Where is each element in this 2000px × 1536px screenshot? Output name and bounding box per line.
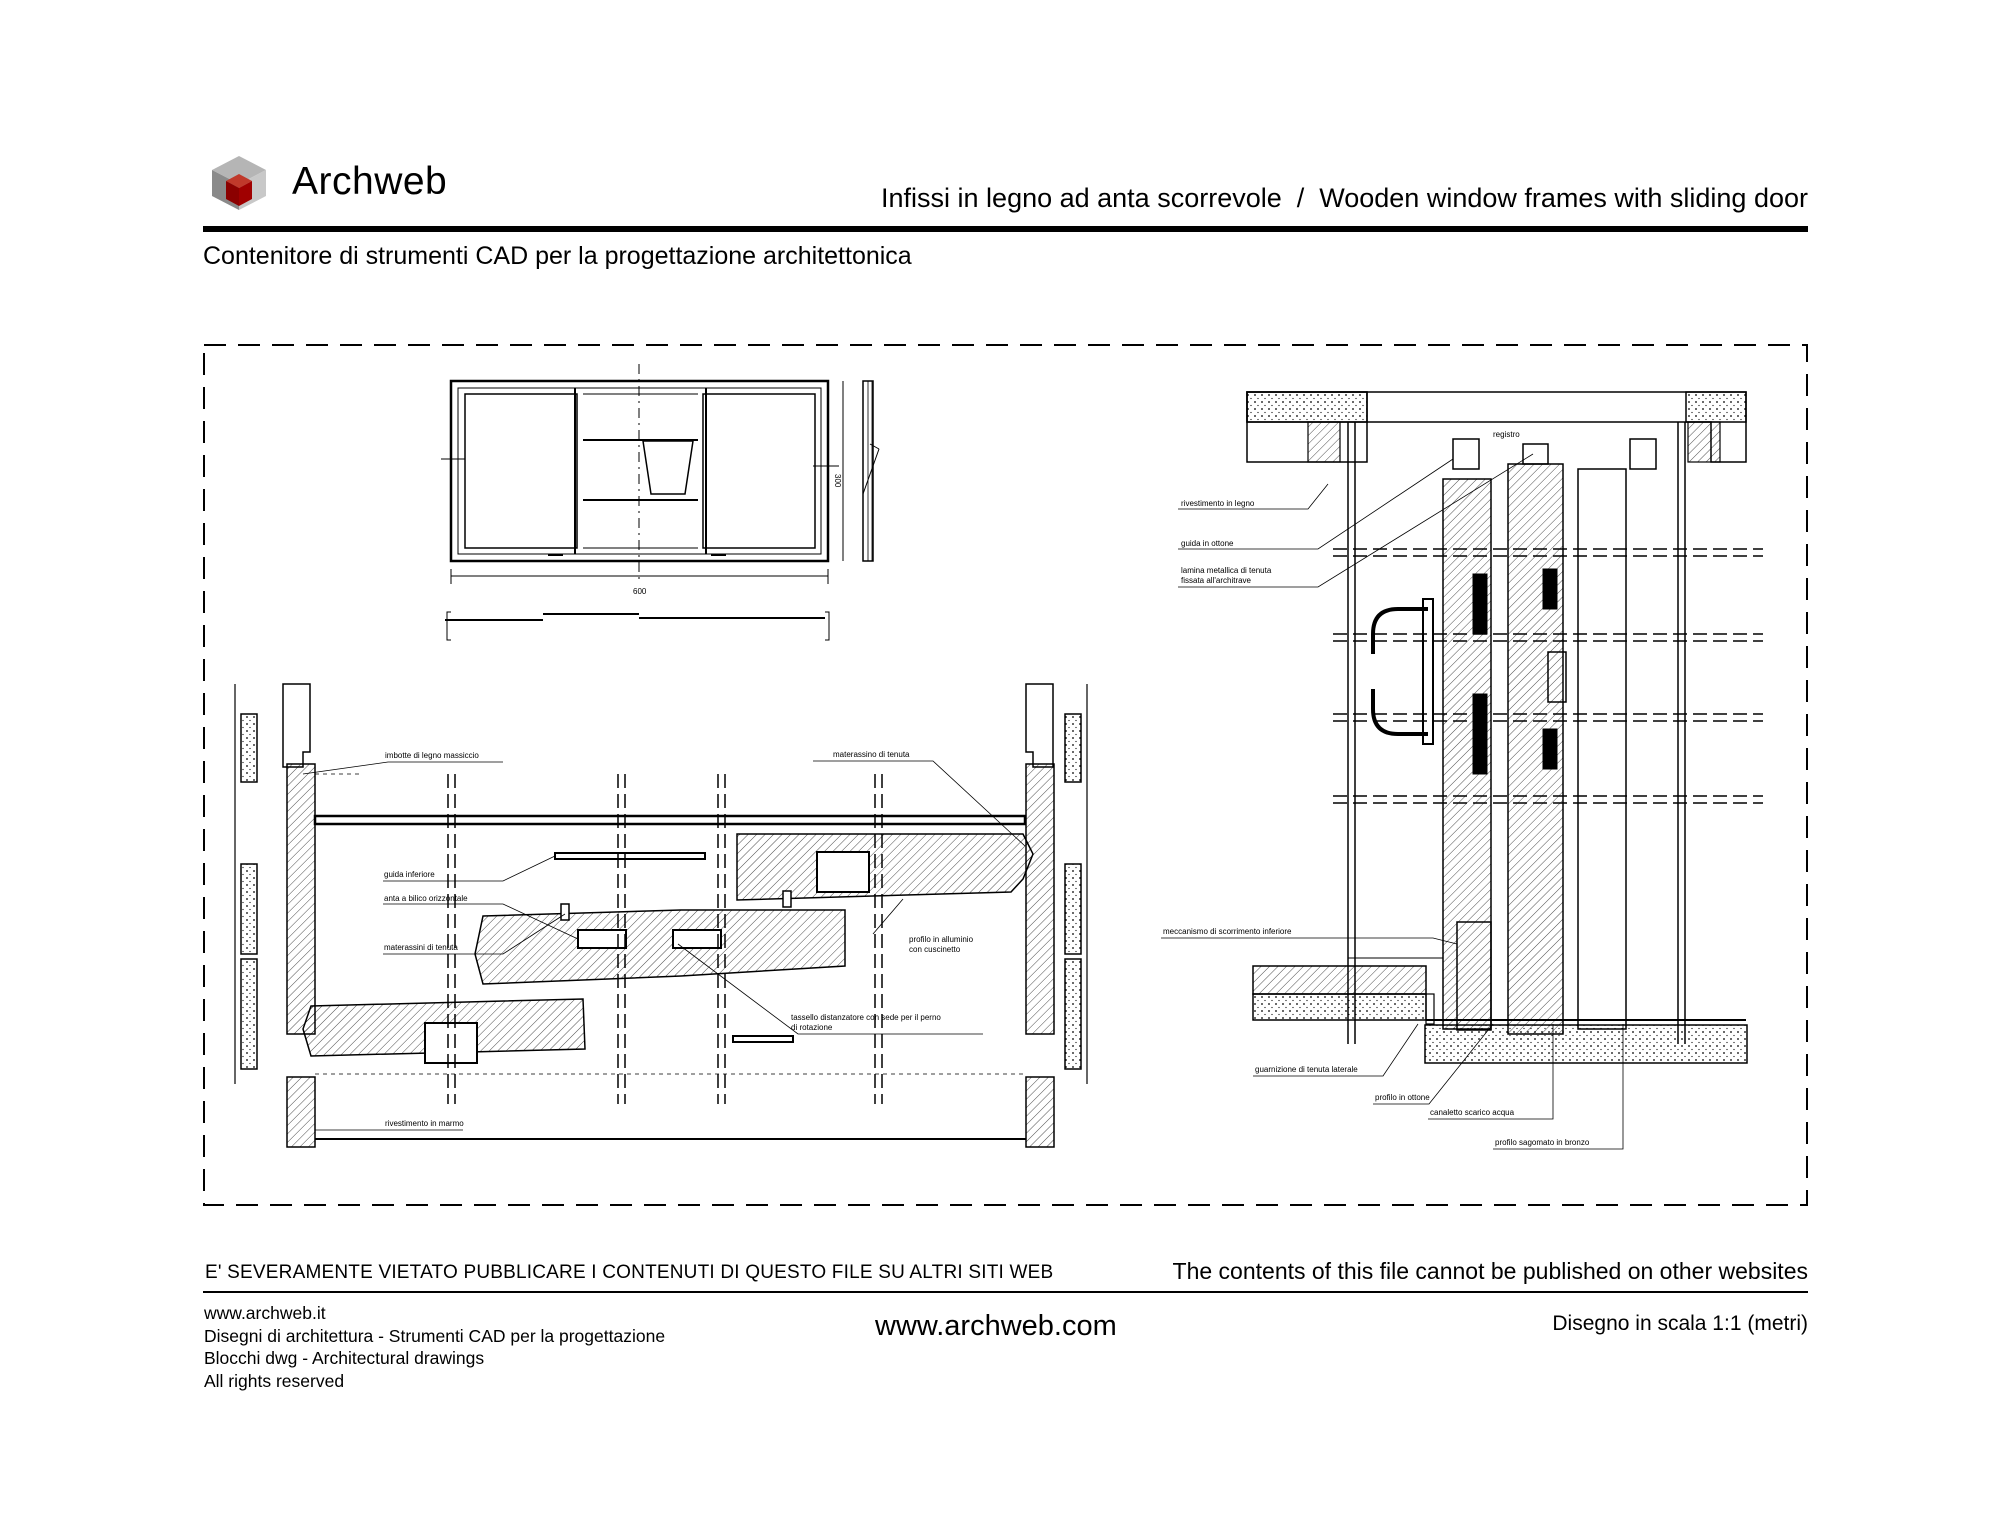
footer-line-2: Disegni di architettura - Strumenti CAD per la progettazione	[204, 1325, 666, 1346]
label-tassello-2: di rotazione	[791, 1023, 833, 1032]
label-canaletto: canaletto scarico acqua	[1430, 1108, 1515, 1117]
label-anta-bilico: anta a bilico orizzontale	[384, 894, 468, 903]
label-profilo-ottone: profilo in ottone	[1375, 1093, 1430, 1102]
drawing-frame	[203, 344, 1808, 1206]
footer-rule	[203, 1291, 1808, 1293]
footer-site-small[interactable]: www.archweb.it	[204, 1303, 326, 1323]
label-imbotte: imbotte di legno massiccio	[385, 751, 479, 760]
elevation-dim-height: 300	[833, 474, 842, 488]
label-profilo-alluminio-2: con cuscinetto	[909, 945, 961, 954]
warning-english: The contents of this file cannot be published on other websites	[1172, 1258, 1808, 1284]
label-lamina-1: lamina metallica di tenuta	[1181, 566, 1272, 575]
window-elevation	[441, 364, 879, 640]
label-guida-ottone: guida in ottone	[1181, 539, 1234, 548]
label-meccanismo: meccanismo di scorrimento inferiore	[1163, 927, 1292, 936]
footer-line-4: All rights reserved	[204, 1370, 345, 1391]
warning-italian: E' SEVERAMENTE VIETATO PUBBLICARE I CONTENUTI DI QUESTO FILE SU ALTRI SITI WEB	[205, 1262, 1054, 1283]
elevation-dim-width: 600	[633, 587, 647, 596]
brand-name: Archweb	[292, 160, 448, 203]
tagline: Contenitore di strumenti CAD per la progettazione architettonica	[203, 242, 912, 270]
label-materassino-tenuta: materassino di tenuta	[833, 750, 910, 759]
label-rivestimento-legno: rivestimento in legno	[1181, 499, 1255, 508]
footer-line-3: Blocchi dwg - Architectural drawings	[204, 1348, 485, 1368]
label-tassello-1: tassello distanzatore con sede per il perno	[791, 1013, 941, 1022]
plan-detail	[235, 684, 1087, 1147]
label-lamina-2: fissata all'architrave	[1181, 576, 1251, 585]
label-profilo-bronzo: profilo sagomato in bronzo	[1495, 1138, 1590, 1147]
sheet-title: Infissi in legno ad anta scorrevole / Wooden window frames with sliding door	[881, 183, 1808, 213]
label-registro: registro	[1493, 430, 1520, 439]
cube-logo-icon	[208, 154, 270, 212]
label-guarnizione: guarnizione di tenuta laterale	[1255, 1065, 1358, 1074]
label-rivestimento-marmo: rivestimento in marmo	[385, 1119, 464, 1128]
drawing-scale: Disegno in scala 1:1 (metri)	[1552, 1312, 1808, 1335]
footer-info	[204, 1302, 665, 1392]
section-detail	[1247, 392, 1763, 1063]
footer-site-large[interactable]: www.archweb.com	[875, 1310, 1117, 1342]
label-guida-inferiore: guida inferiore	[384, 870, 435, 879]
label-materassini-tenuta: materassini di tenuta	[384, 943, 458, 952]
label-profilo-alluminio-1: profilo in alluminio	[909, 935, 974, 944]
header-rule	[203, 226, 1808, 232]
